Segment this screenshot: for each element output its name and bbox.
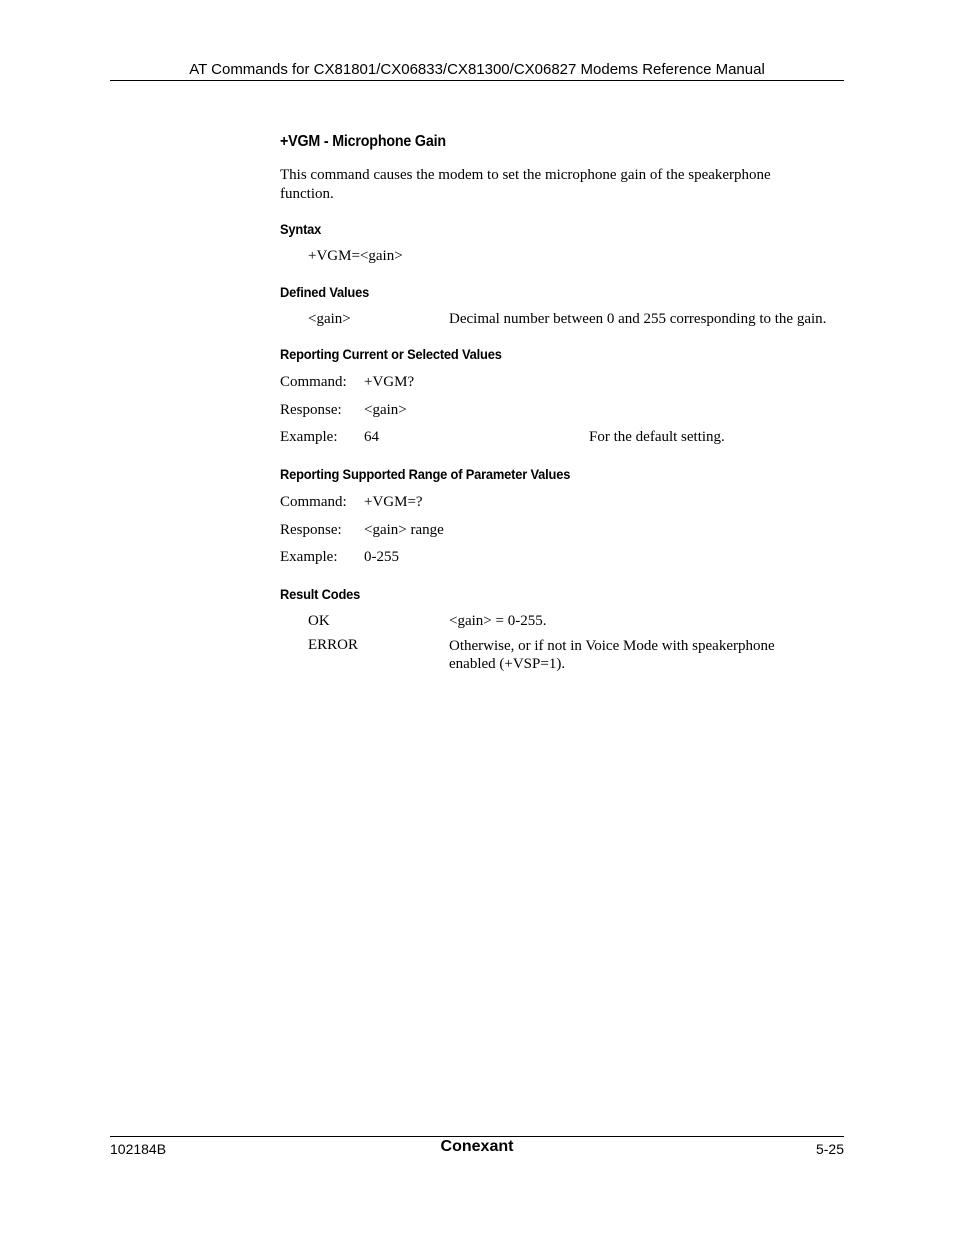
footer-doc-number: 102184B <box>110 1141 167 1157</box>
footer-rule <box>110 1136 844 1137</box>
defined-values-param: <gain> <box>308 311 351 327</box>
defined-values-heading: Defined Values <box>280 284 370 300</box>
footer-page-number: 5-25 <box>815 1141 844 1157</box>
reporting-current-heading: Reporting Current or Selected Values <box>280 346 502 362</box>
reporting-range-response-label: Response: <box>280 522 342 538</box>
result-code-ok: OK <box>308 613 330 629</box>
running-header: AT Commands for CX81801/CX06833/CX81300/CX06827 Modems Reference Manual <box>189 61 765 78</box>
section-title: +VGM - Microphone Gain <box>280 133 446 150</box>
reporting-current-command-label: Command: <box>280 374 347 390</box>
reporting-range-heading: Reporting Supported Range of Parameter Values <box>280 466 571 482</box>
reporting-current-response-value: <gain> <box>364 402 407 418</box>
syntax-heading: Syntax <box>280 221 322 237</box>
reporting-current-example-value: 64 <box>364 429 379 445</box>
reporting-current-command-value: +VGM? <box>364 374 415 390</box>
reporting-range-example-value: 0-255 <box>364 549 399 565</box>
reporting-current-example-note: For the default setting. <box>589 429 725 445</box>
result-code-error-desc: Otherwise, or if not in Voice Mode with speakerphone enabled (+VSP=1). <box>449 638 775 672</box>
section-intro: This command causes the modem to set the microphone gain of the speakerphone function. <box>280 167 771 202</box>
result-codes-heading: Result Codes <box>280 586 361 602</box>
result-code-ok-desc: <gain> = 0-255. <box>449 613 547 629</box>
reporting-current-response-label: Response: <box>280 402 342 418</box>
header-rule <box>110 80 844 81</box>
reporting-range-response-value: <gain> range <box>364 522 444 538</box>
defined-values-desc: Decimal number between 0 and 255 corresponding to the gain. <box>449 311 827 327</box>
reporting-range-example-label: Example: <box>280 549 338 565</box>
result-code-error: ERROR <box>308 637 359 653</box>
syntax-value: +VGM=<gain> <box>308 248 403 264</box>
reporting-range-command-value: +VGM=? <box>364 494 423 510</box>
reporting-current-example-label: Example: <box>280 429 338 445</box>
reporting-range-command-label: Command: <box>280 494 347 510</box>
footer-company: Conexant <box>440 1138 514 1155</box>
